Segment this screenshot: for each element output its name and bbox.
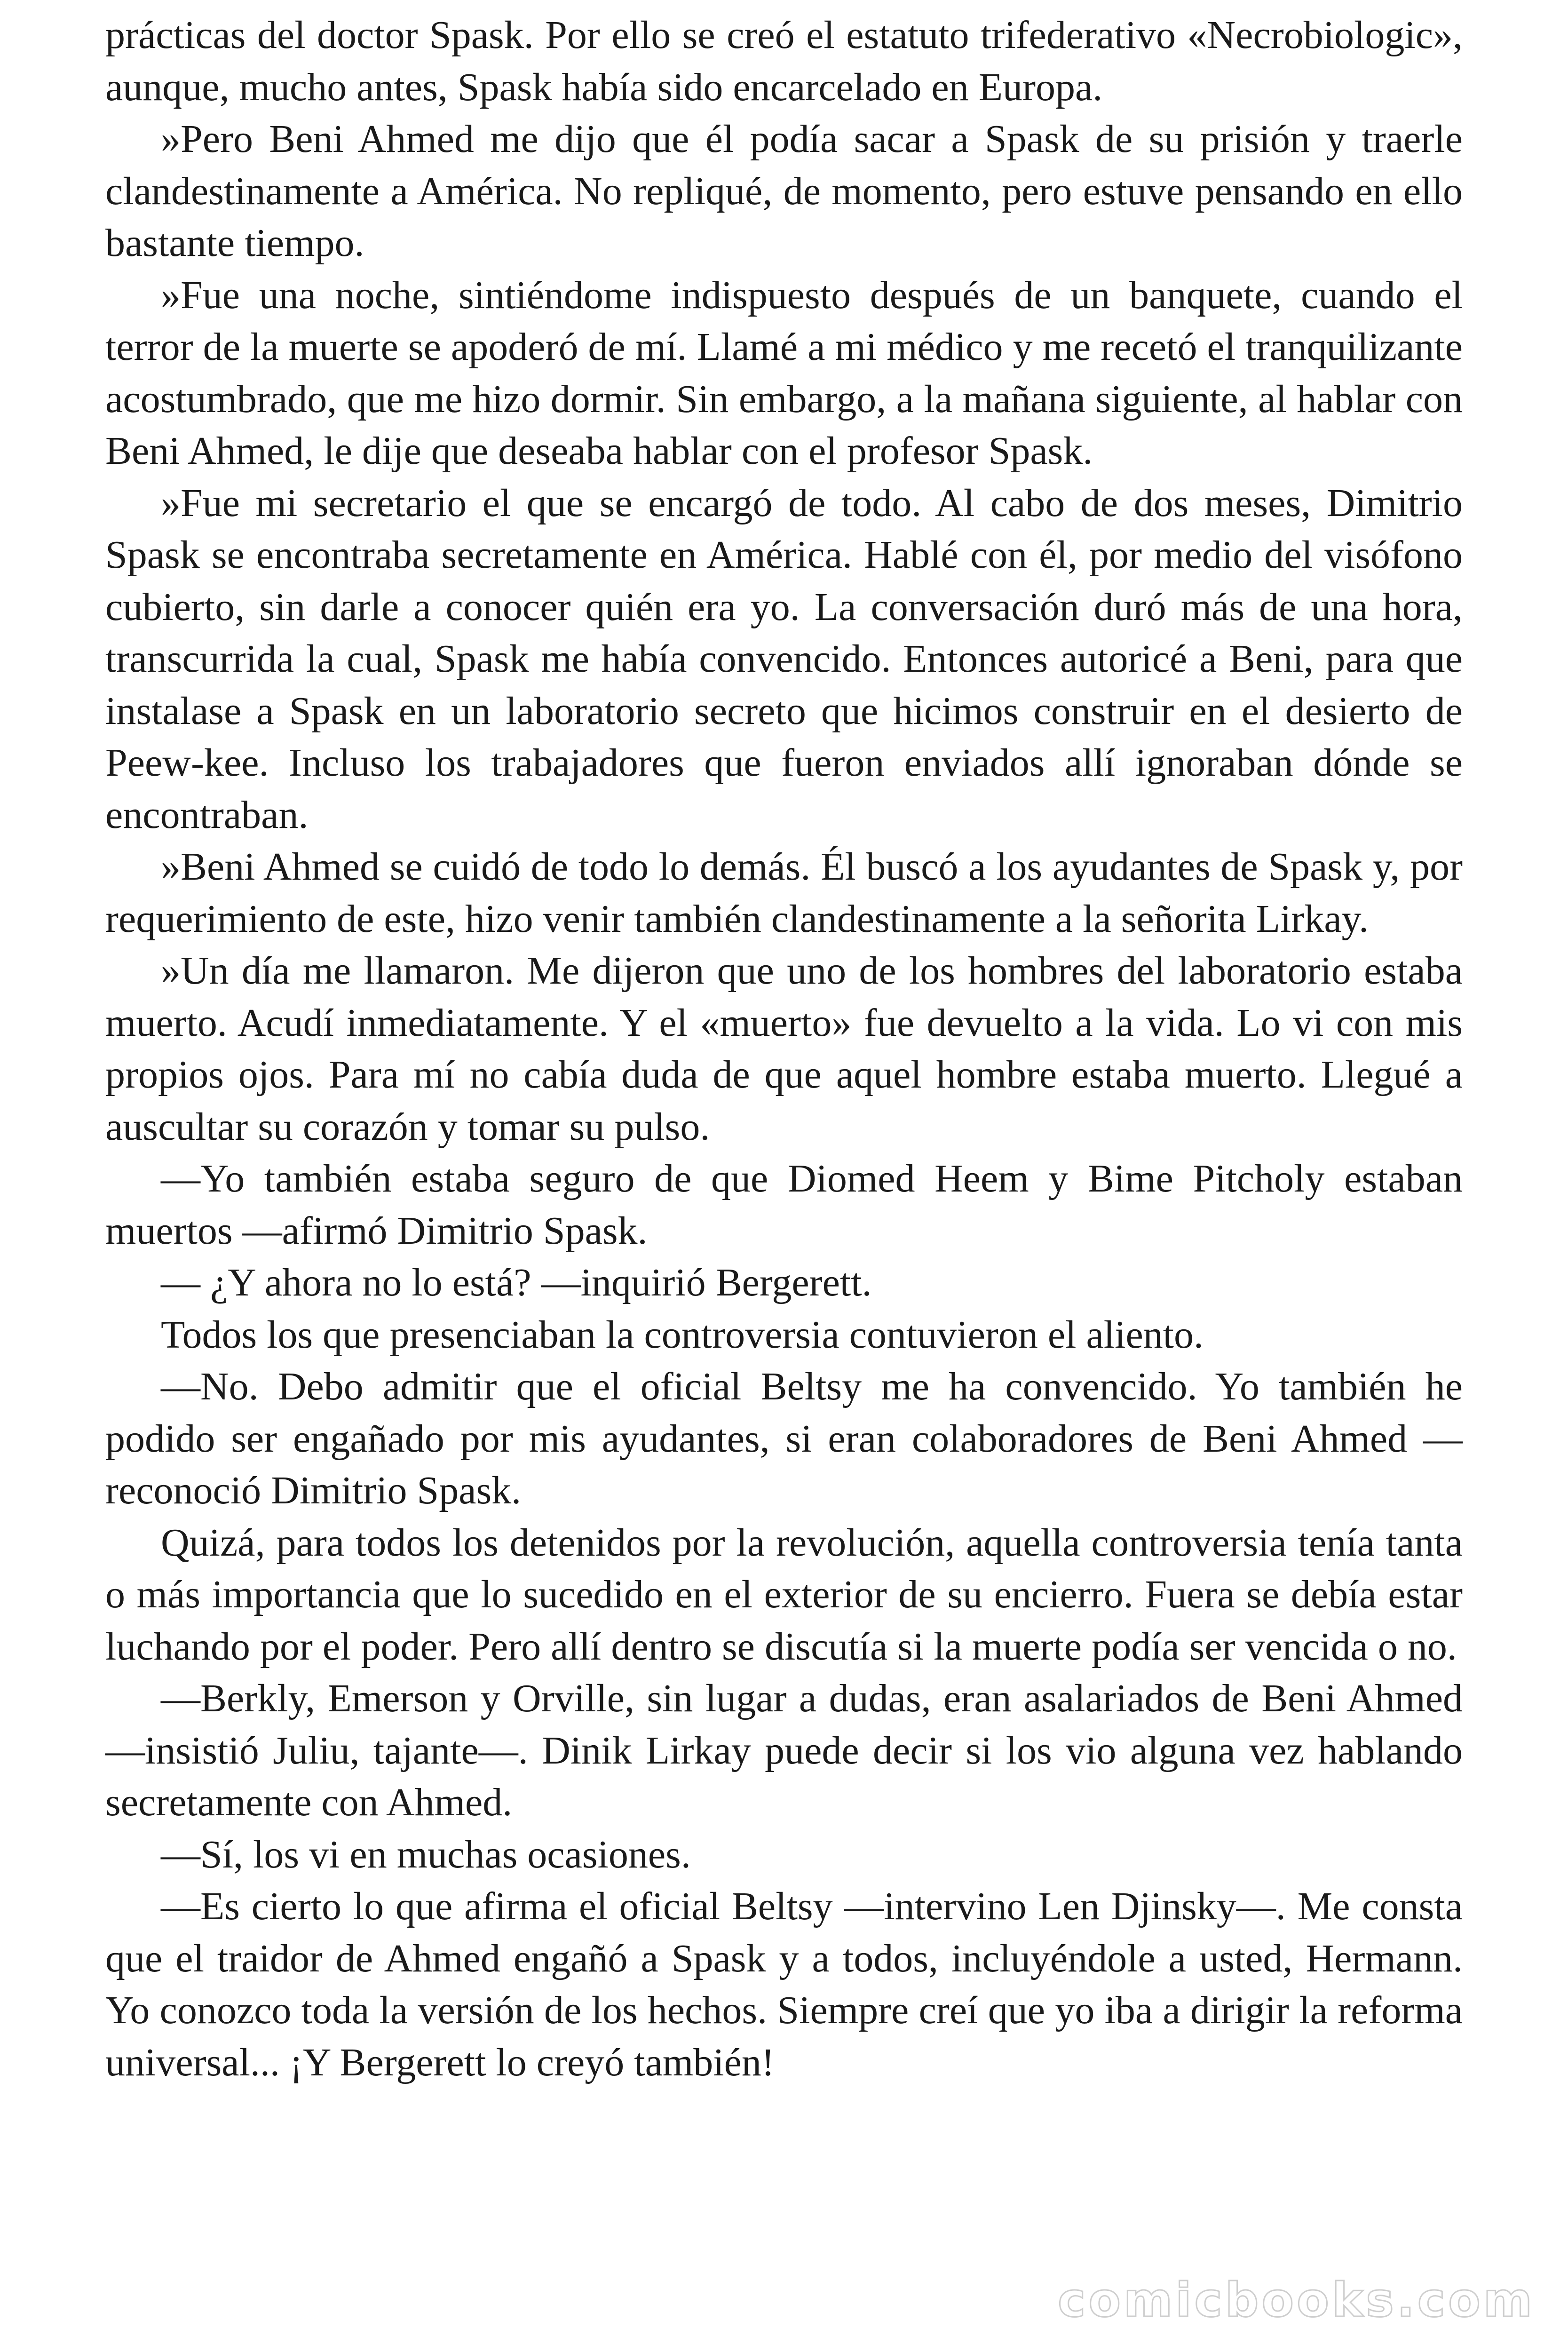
paragraph: —Sí, los vi en muchas ocasiones. (161, 1832, 691, 1876)
paragraph: »Un día me llamaron. Me dijeron que uno de los hombres del laboratorio estaba muerto. Acudí inmediatamente. Y el «muerto» fue devuelto a la vida. Lo vi con mis propios ojos. Para mí no cabía duda de que aquel hombre estaba muerto. Llegué a auscultar su corazón y tomar su pulso. (105, 949, 1463, 1149)
paragraph: —Es cierto lo que afirma el oficial Beltsy —intervino Len Djinsky—. Me consta que el traidor de Ahmed engañó a Spask y a todos, incluyéndole a usted, Hermann. Yo conozco toda la versión de los hechos. Siempre creí que yo iba a dirigir la reforma universal... ¡Y Bergerett lo creyó también! (105, 1884, 1463, 2084)
paragraph: —Berkly, Emerson y Orville, sin lugar a dudas, eran asalariados de Beni Ahmed —insistió Juliu, tajante—. Dinik Lirkay puede decir si los vio alguna vez hablando secretamente con Ahmed. (105, 1677, 1463, 1824)
paragraph: »Fue mi secretario el que se encargó de todo. Al cabo de dos meses, Dimitrio Spask se encontraba secretamente en América. Hablé con él, por medio del visófono cubierto, sin darle a conocer quién era yo. La conversación duró más de una hora, transcurrida la cual, Spask me había convencido. Entonces autoricé a Beni, para que instalase a Spask en un laboratorio secreto que hicimos construir en el desierto de Peew-kee. Incluso los trabajadores que fueron enviados allí ignoraban dónde se encontraban. (105, 481, 1463, 837)
paragraph: Quizá, para todos los detenidos por la revolución, aquella controversia tenía tanta o más importancia que lo sucedido en el exterior de su encierro. Fuera se debía estar luchando por el poder. Pero allí dentro se discutía si la muerte podía ser vencida o no. (105, 1520, 1463, 1669)
paragraph: Todos los que presenciaban la controversia contuvieron el aliento. (161, 1312, 1204, 1357)
paragraph: —Yo también estaba seguro de que Diomed Heem y Bime Pitcholy estaban muertos —afirmó Dimitrio Spask. (105, 1157, 1463, 1253)
paragraph: —No. Debo admitir que el oficial Beltsy me ha convencido. Yo también he podido ser engañado por mis ayudantes, si eran colaboradores de Beni Ahmed —reconoció Dimitrio Spask. (105, 1365, 1463, 1512)
paragraph: »Pero Beni Ahmed me dijo que él podía sacar a Spask de su prisión y traerle clandestinamente a América. No repliqué, de momento, pero estuve pensando en ello bastante tiempo. (105, 117, 1463, 265)
paragraph: — ¿Y ahora no lo está? —inquirió Bergerett. (161, 1261, 872, 1304)
watermark: comicbooks.com (1058, 2273, 1535, 2328)
page-body (105, 9, 1463, 2089)
paragraph: »Fue una noche, sintiéndome indispuesto después de un banquete, cuando el terror de la muerte se apoderó de mí. Llamé a mi médico y me recetó el tranquilizante acostumbrado, que me hizo dormir. Sin embargo, a la mañana siguiente, al hablar con Beni Ahmed, le dije que deseaba hablar con el profesor Spask. (105, 273, 1463, 473)
paragraph: prácticas del doctor Spask. Por ello se creó el estatuto trifederativo «Necrobiologic», aunque, mucho antes, Spask había sido encarcelado en Europa. (105, 13, 1463, 109)
paragraph: »Beni Ahmed se cuidó de todo lo demás. Él buscó a los ayudantes de Spask y, por requerimiento de este, hizo venir también clandestinamente a la señorita Lirkay. (105, 845, 1463, 941)
